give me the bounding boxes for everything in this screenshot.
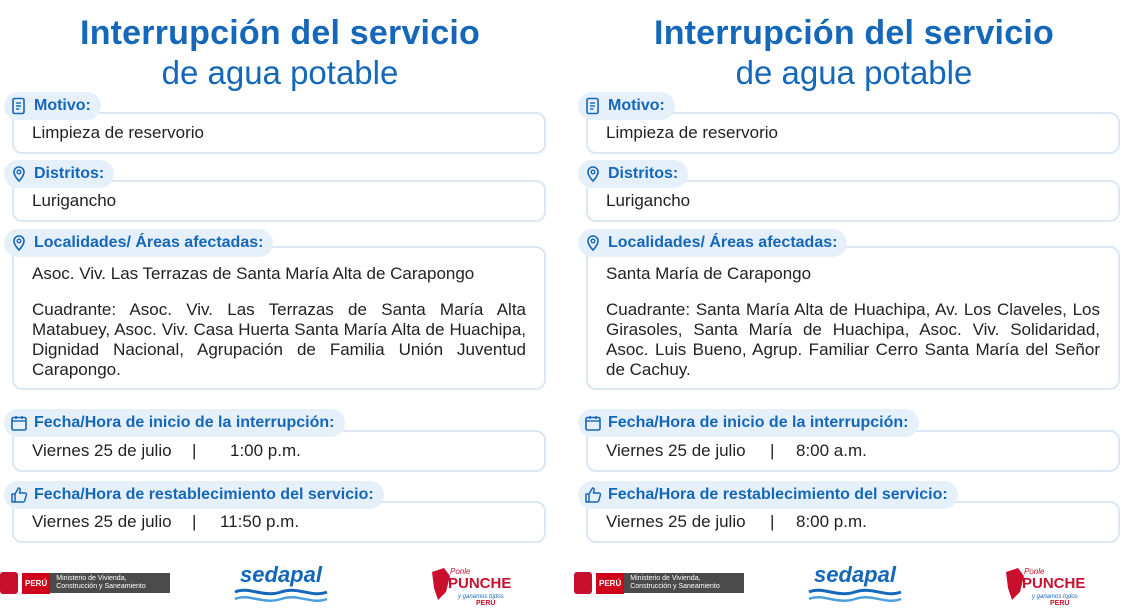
peru-tag: PERÚ — [22, 573, 50, 594]
motivo-label — [578, 92, 675, 120]
footer-logos — [574, 560, 1134, 608]
sedapal-wordmark: sedapal — [814, 562, 896, 587]
restablecimiento-date: Viernes 25 de julio — [32, 512, 172, 531]
localidades-label-text: Localidades/ Áreas afectadas: — [34, 234, 264, 251]
separator: | — [770, 441, 775, 460]
svg-text:PUNCHE: PUNCHE — [1022, 575, 1086, 592]
document-icon — [584, 97, 602, 115]
notice-panel-left — [0, 0, 560, 612]
punche-campaign-logo — [1002, 562, 1092, 606]
restablecimiento-date: Viernes 25 de julio — [606, 512, 746, 531]
svg-text:PERÚ: PERÚ — [476, 600, 496, 606]
motivo-value: Limpieza de reservorio — [606, 123, 778, 142]
motivo-label — [4, 92, 101, 120]
notice-subtitle: de agua potable — [735, 54, 973, 91]
restablecimiento-time: 11:50 p.m. — [220, 512, 300, 531]
inicio-date: Viernes 25 de julio — [32, 441, 172, 460]
inicio-time: 1:00 p.m. — [230, 441, 301, 460]
inicio-label-text: Fecha/Hora de inicio de la interrupción: — [34, 414, 335, 431]
restablecimiento-label — [4, 481, 384, 509]
calendar-icon — [584, 414, 602, 432]
distritos-label-text: Distritos: — [34, 165, 105, 182]
separator: | — [192, 441, 197, 460]
inicio-time: 8:00 a.m. — [796, 441, 867, 460]
sedapal-logo — [800, 562, 910, 604]
restablecimiento-label-text: Fecha/Hora de restablecimiento del servicio: — [34, 486, 374, 503]
ministry-logo — [0, 572, 170, 594]
location-pin-icon — [10, 165, 28, 183]
localidades-label — [578, 229, 847, 257]
distritos-label — [4, 160, 114, 188]
peru-tag: PERÚ — [596, 573, 624, 594]
water-wave-icon — [807, 588, 903, 604]
location-pin-icon — [10, 234, 28, 252]
localidades-main: Asoc. Viv. Las Terrazas de Santa María Alta de Carapongo — [32, 264, 475, 283]
inicio-label-text: Fecha/Hora de inicio de la interrupción: — [608, 414, 909, 431]
coat-of-arms-icon — [0, 572, 18, 594]
inicio-label — [4, 409, 345, 437]
distritos-value: Lurigancho — [32, 191, 117, 210]
document-icon — [10, 97, 28, 115]
notice-title: Interrupción del servicio — [654, 14, 1054, 52]
svg-text:y ganamos todos: y ganamos todos — [1032, 594, 1078, 600]
ministry-name: Ministerio de Vivienda, Construcción y Saneamiento — [624, 573, 744, 593]
localidades-label — [4, 229, 273, 257]
localidades-cuadrante: Cuadrante: Santa María Alta de Huachipa, Av. Los Claveles, Los Girasoles, Santa María de Huachipa, Asoc. Viv. Solidaridad, Asoc. Luis Bueno, Agrup. Familiar Cerro Santa María del Señor de Cachuy. — [606, 300, 1100, 379]
svg-text:Ponle: Ponle — [450, 567, 471, 576]
svg-text:PUNCHE: PUNCHE — [448, 575, 512, 592]
thumbs-up-icon — [10, 486, 28, 504]
location-pin-icon — [584, 234, 602, 252]
notice-panel-right — [574, 0, 1134, 612]
notice-title: Interrupción del servicio — [80, 14, 480, 52]
svg-text:Ponle: Ponle — [1024, 567, 1045, 576]
restablecimiento-label-text: Fecha/Hora de restablecimiento del servicio: — [608, 486, 948, 503]
restablecimiento-time: 8:00 p.m. — [796, 512, 867, 531]
motivo-label-text: Motivo: — [34, 97, 91, 114]
restablecimiento-label — [578, 481, 958, 509]
localidades-box — [586, 246, 1120, 390]
distritos-label — [578, 160, 688, 188]
svg-text:PERÚ: PERÚ — [1050, 600, 1070, 606]
separator: | — [770, 512, 775, 531]
inicio-label — [578, 409, 919, 437]
distritos-label-text: Distritos: — [608, 165, 679, 182]
localidades-label-text: Localidades/ Áreas afectadas: — [608, 234, 838, 251]
footer-logos — [0, 560, 560, 608]
ministry-logo — [574, 572, 744, 594]
water-wave-icon — [233, 588, 329, 604]
location-pin-icon — [584, 165, 602, 183]
localidades-box — [12, 246, 546, 390]
thumbs-up-icon — [584, 486, 602, 504]
inicio-date: Viernes 25 de julio — [606, 441, 746, 460]
motivo-value: Limpieza de reservorio — [32, 123, 204, 142]
separator: | — [192, 512, 197, 531]
svg-text:y ganamos todos: y ganamos todos — [458, 594, 504, 600]
notice-subtitle: de agua potable — [161, 54, 399, 91]
sedapal-logo — [226, 562, 336, 604]
motivo-label-text: Motivo: — [608, 97, 665, 114]
punche-campaign-logo — [428, 562, 518, 606]
calendar-icon — [10, 414, 28, 432]
localidades-main: Santa María de Carapongo — [606, 264, 812, 283]
distritos-value: Lurigancho — [606, 191, 691, 210]
localidades-cuadrante: Cuadrante: Asoc. Viv. Las Terrazas de Santa María Alta Matabuey, Asoc. Viv. Casa Huerta Santa María Alta de Huachipa, Dignidad Nacional, Agrupación de Familia Unión Juventud Carapongo. — [32, 300, 526, 379]
coat-of-arms-icon — [574, 572, 592, 594]
ministry-name: Ministerio de Vivienda, Construcción y Saneamiento — [50, 573, 170, 593]
sedapal-wordmark: sedapal — [240, 562, 322, 587]
